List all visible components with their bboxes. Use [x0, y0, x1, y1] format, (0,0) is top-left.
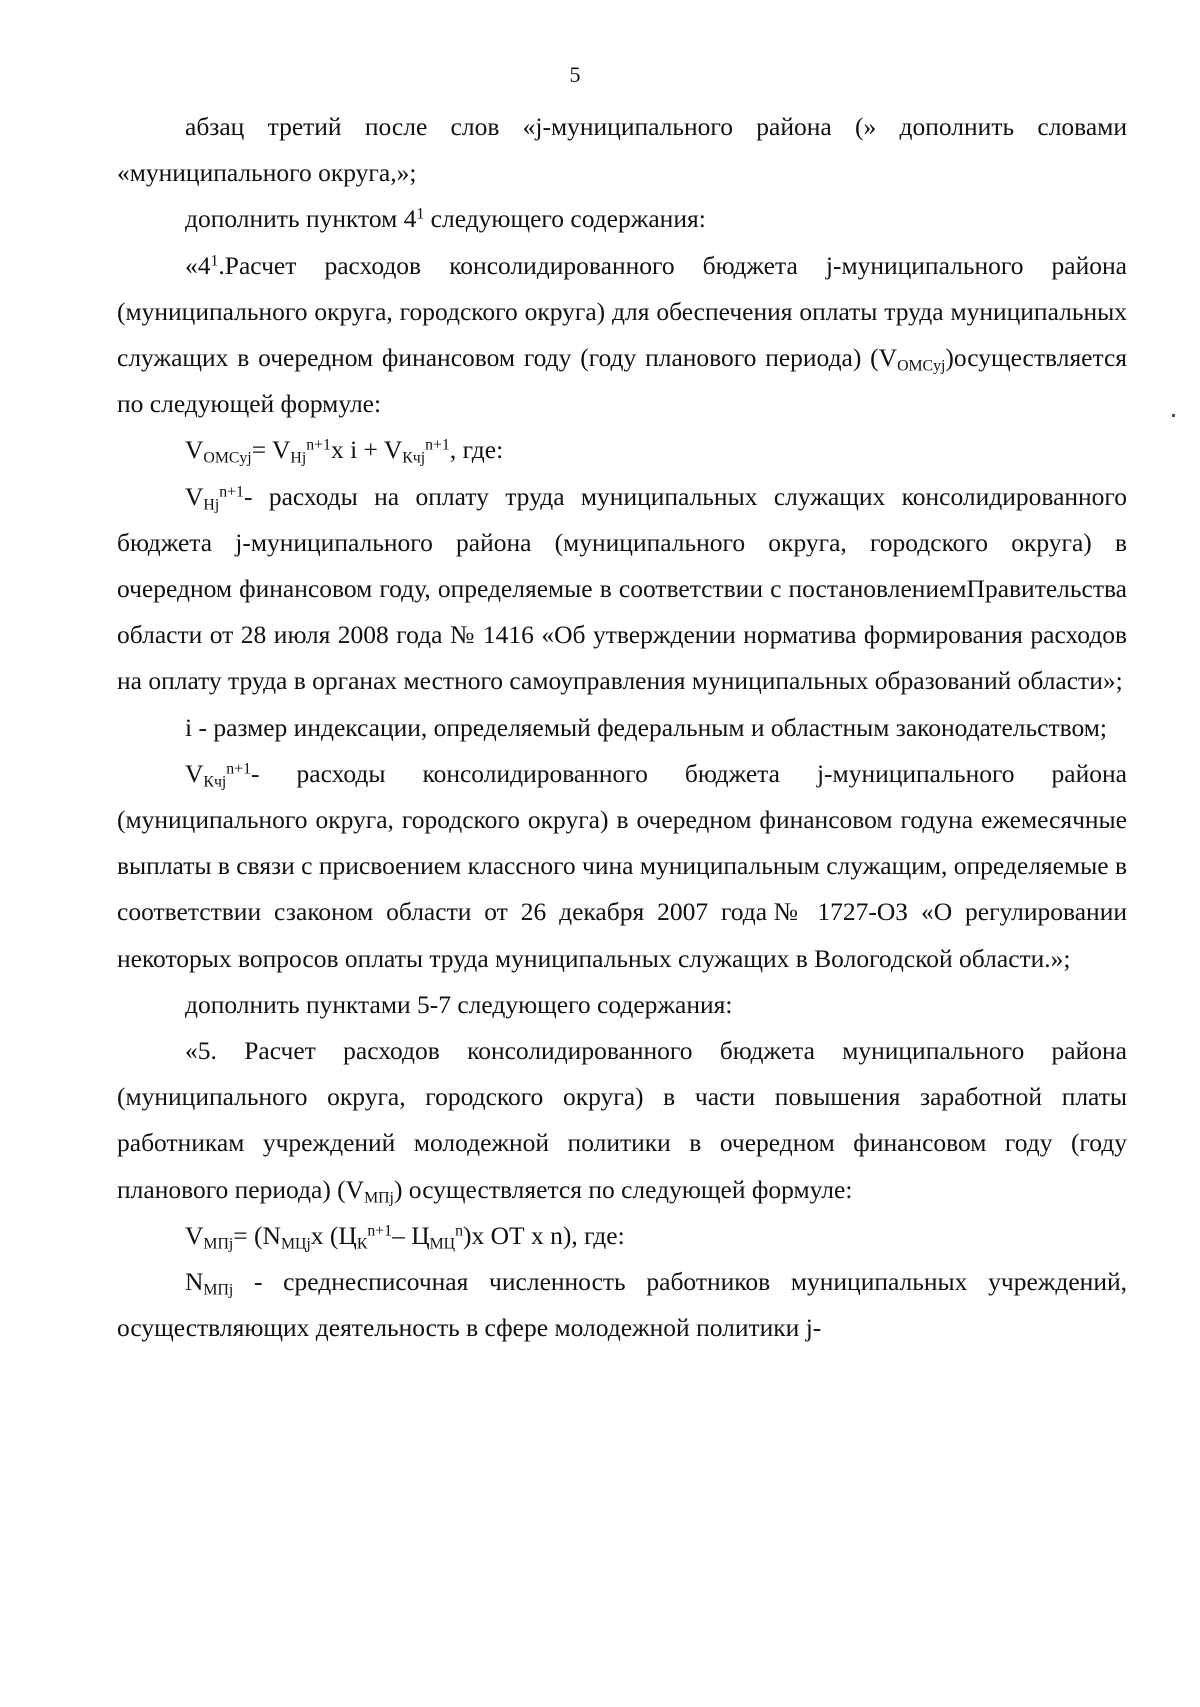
paragraph-1: абзац третий после слов «j-муниципального района (» дополнить словами «муниципального округа,»; [117, 112, 1127, 188]
formula-1: $V_{OMCyj}= V_{Hj}^{n+1}x$ $i + V_{Кчj}^{n+1}$, где: [185, 435, 504, 467]
document-body [117, 104, 1127, 1351]
paragraph-2: дополнить пунктом $4^1$ следующего содержания: [185, 204, 706, 234]
paragraph-9: $N_{МПj}$ - среднесписочная численность работников муниципальных учреждений, осуществляющих деятельность в сфере молодежной политики j- [117, 1267, 1127, 1343]
paragraph-6: $V_{Кчj}^{n+1}-$ расходы консолидированного бюджета j-муниципального района (муниципального округа, городского округа) в очередном финансовом годуна ежемесячные выплаты в связи с присвоением классного чина муниципальным служащим, определяемые в соответствии сзаконом области от 26 декабря 2007 года№ 1727-ОЗ «О регулировании некоторых вопросов оплаты труда муниципальных служащих в Вологодской области.»; [117, 758, 1127, 973]
paragraph-4: $V_{Hj}^{n+1}-$ расходы на оплату труда муниципальных служащих консолидированного бюджета j-муниципального района (муниципального округа, городского округа) в очередном финансовом году, определяемые в соответствии с постановлениемПравительства области от 28 июля 2008 года № 1416 «Об утверждении норматива формирования расходов на оплату труда в органах местного самоуправления муниципальных образований области»; [117, 481, 1127, 696]
formula-2: $V_{МПj}= (N_{МЦj}x$ ($Ц_К^{n+1}-$ $Ц_{МЦ}^n)x$ ОТ x n), где: [185, 1220, 625, 1253]
scan-speck [1172, 414, 1175, 417]
paragraph-5: i - размер индексации, определяемый федеральным и областным законодательством; [185, 712, 1107, 742]
paragraph-8: «5. Расчет расходов консолидированного бюджета муниципального района (муниципального округа, городского округа) в части повышения заработной платы работникам учреждений молодежной политики в очередном финансовом году (году планового периода) $(V_{МПj})$ осуществляется по следующей формуле: [117, 1036, 1127, 1207]
page-number: 5 [569, 62, 581, 87]
paragraph-3: «$4^1.Расчет$ расходов консолидированного бюджета j-муниципального района (муниципального округа, городского округа) для обеспечения оплаты труда муниципальных служащих в очередном финансовом году (году планового периода) $(V_{OMCyj})осуществляется$ по следующей формуле: [117, 250, 1127, 419]
paragraph-7: дополнить пунктами 5-7 следующего содержания: [185, 989, 733, 1019]
